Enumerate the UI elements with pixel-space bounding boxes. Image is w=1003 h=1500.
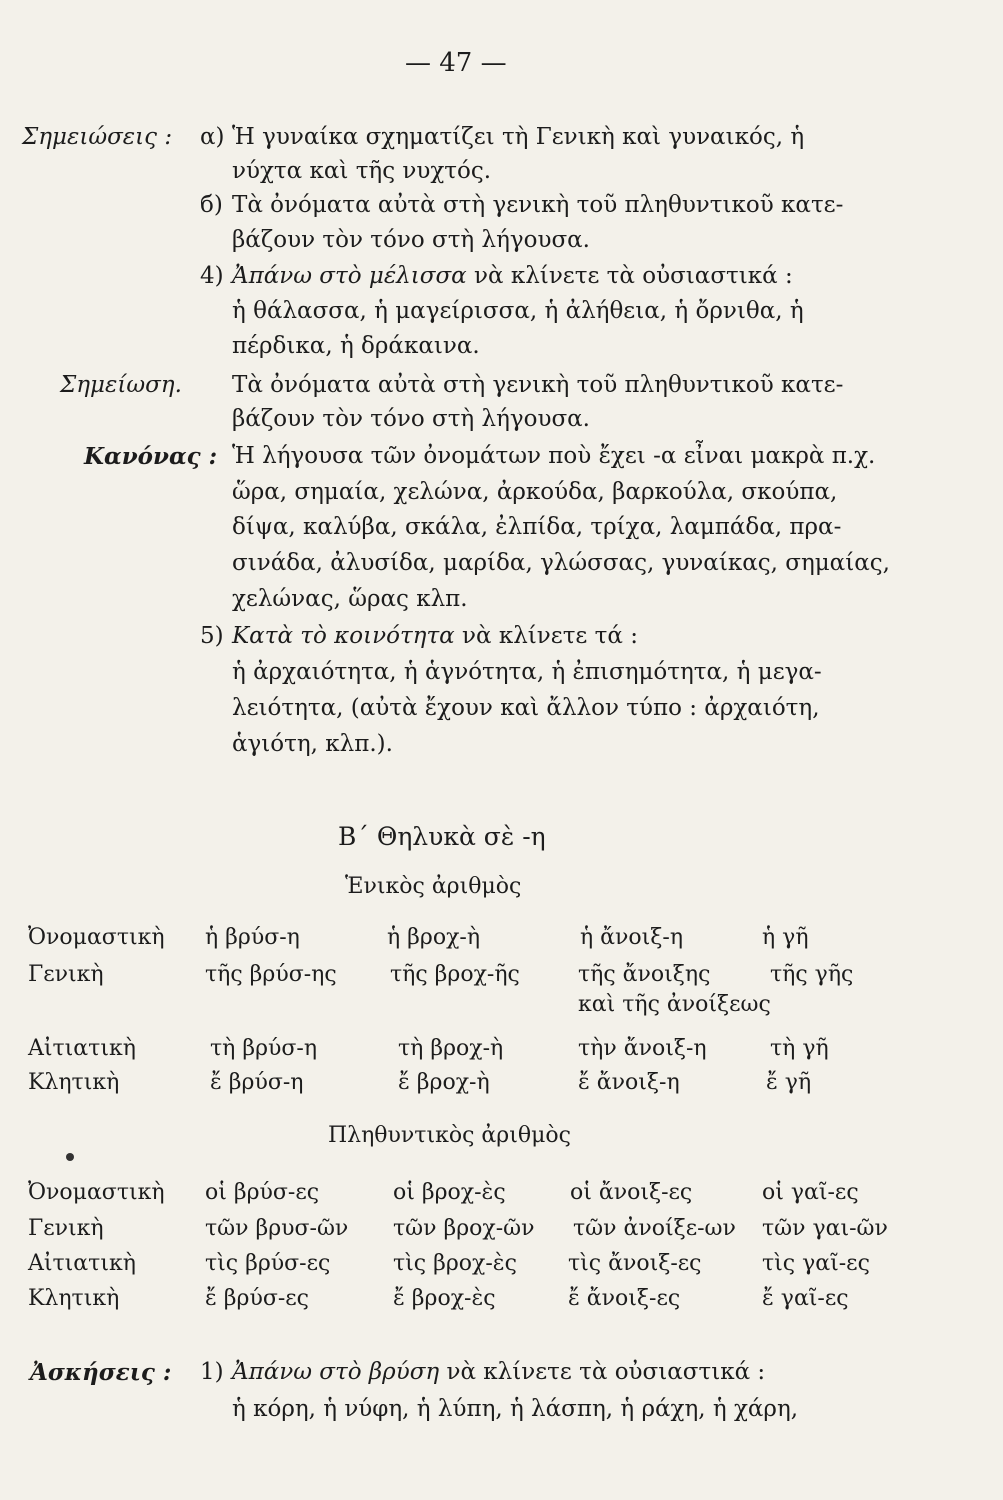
exercise-5-line-2: ἡ ἀρχαιότητα, ἡ ἁγνότητα, ἡ ἐπισημότητα, ἡ μεγα- xyxy=(232,659,822,685)
exercise-1-line-1 xyxy=(232,1359,765,1385)
table-cell: τὴ γῆ xyxy=(770,1036,829,1061)
exercise-1-rest: νὰ κλίνετε τὰ οὐσιαστικά : xyxy=(446,1359,766,1385)
note-a-line-1: Ἡ γυναίκα σχηματίζει τὴ Γενικὴ καὶ γυναικός, ἡ xyxy=(232,124,805,150)
rule-label: Κανόνας : xyxy=(84,443,218,470)
exercise-5-line-3: λειότητα, (αὐτὰ ἔχουν καὶ ἄλλον τύπο : ἀρχαιότη, xyxy=(232,695,820,721)
table-cell: τῶν βρυσ-ῶν xyxy=(205,1216,349,1241)
rule-line-1: Ἡ λήγουσα τῶν ὀνομάτων ποὺ ἔχει -α εἶναι μακρὰ π.χ. xyxy=(232,443,876,469)
exercise-4-italic: Ἀπάνω στὸ μέλισσα xyxy=(232,263,467,289)
table-cell: ἔ γῆ xyxy=(766,1070,812,1095)
exercise-1-italic: Ἀπάνω στὸ βρύση xyxy=(232,1359,440,1385)
note-b-line-1: Τὰ ὀνόματα αὐτὰ στὴ γενικὴ τοῦ πληθυντικοῦ κατε- xyxy=(232,192,844,218)
singular-heading: Ἑνικὸς ἀριθμὸς xyxy=(345,874,522,899)
case-label: Ὀνομαστικὴ xyxy=(28,1180,165,1205)
table-cell: τὶς βρύσ-ες xyxy=(205,1251,331,1276)
note-a-line-2: νύχτα καὶ τῆς νυχτός. xyxy=(232,158,492,184)
bullet-dot xyxy=(66,1153,74,1161)
table-cell: οἱ βροχ-ὲς xyxy=(393,1180,506,1205)
table-cell: τὴ βρύσ-η xyxy=(210,1036,318,1061)
table-cell: τῶν γαι-ῶν xyxy=(762,1216,888,1241)
table-cell: τὶς ἄνοιξ-ες xyxy=(568,1251,702,1276)
table-cell: τῆς ἄνοιξης xyxy=(578,962,711,987)
table-cell: ἡ ἄνοιξ-η xyxy=(580,925,684,950)
case-label: Αἰτιατικὴ xyxy=(28,1036,136,1061)
table-cell: οἱ ἄνοιξ-ες xyxy=(570,1180,693,1205)
table-cell: ἔ βρύσ-η xyxy=(210,1070,304,1095)
table-cell: ἔ ἄνοιξ-η xyxy=(578,1070,680,1095)
note-label: Σημείωση. xyxy=(60,372,182,398)
table-cell: ἡ βρύσ-η xyxy=(205,925,300,950)
case-label: Γενικὴ xyxy=(28,1216,104,1241)
table-cell: οἱ βρύσ-ες xyxy=(205,1180,320,1205)
exercise-4-marker: 4) xyxy=(200,263,224,289)
note-b-line-2: βάζουν τὸν τόνο στὴ λήγουσα. xyxy=(232,227,590,253)
exercise-5-marker: 5) xyxy=(200,623,224,649)
case-label: Αἰτιατικὴ xyxy=(28,1251,136,1276)
case-label: Κλητικὴ xyxy=(28,1286,120,1311)
rule-line-2: ὥρα, σημαία, χελώνα, ἀρκούδα, βαρκούλα, σκούπα, xyxy=(232,479,838,505)
rule-line-3: δίψα, καλύβα, σκάλα, ἐλπίδα, τρίχα, λαμπάδα, πρα- xyxy=(232,514,842,540)
exercise-4-line-3: πέρδικα, ἡ δράκαινα. xyxy=(232,333,480,359)
exercise-1-marker: 1) xyxy=(200,1359,224,1385)
table-cell: ἔ βρύσ-ες xyxy=(205,1286,309,1311)
section-b-heading: Β΄ Θηλυκὰ σὲ -η xyxy=(338,822,546,851)
exercise-5-line-1 xyxy=(232,623,638,649)
plural-heading: Πληθυντικὸς ἀριθμὸς xyxy=(328,1123,571,1148)
page-number: — 47 — xyxy=(405,48,507,78)
exercises-label: Ἀσκήσεις : xyxy=(30,1359,172,1386)
case-label: Κλητικὴ xyxy=(28,1070,120,1095)
note-line-2: βάζουν τὸν τόνο στὴ λήγουσα. xyxy=(232,406,590,432)
exercise-4-rest: νὰ κλίνετε τὰ οὐσιαστικά : xyxy=(474,263,793,289)
table-cell: τὶς βροχ-ὲς xyxy=(393,1251,517,1276)
table-cell: τῶν βροχ-ῶν xyxy=(393,1216,535,1241)
table-cell: τῶν ἀνοίξε-ων xyxy=(573,1216,736,1241)
table-cell: ἔ βροχ-ὲς xyxy=(393,1286,496,1311)
notes-label: Σημειώσεις : xyxy=(22,124,173,150)
table-cell: τὴ βροχ-ὴ xyxy=(398,1036,504,1061)
exercise-4-line-1 xyxy=(232,263,793,289)
exercise-4-line-2: ἡ θάλασσα, ἡ μαγείρισσα, ἡ ἀλήθεια, ἡ ὄρνιθα, ἡ xyxy=(232,298,804,324)
exercise-5-rest: νὰ κλίνετε τά : xyxy=(462,623,638,649)
note-a-marker: α) xyxy=(200,124,225,150)
table-cell: ἡ βροχ-ὴ xyxy=(387,925,481,950)
table-cell: τὶς γαῖ-ες xyxy=(762,1251,870,1276)
case-label: Γενικὴ xyxy=(28,962,104,987)
exercise-5-line-4: ἁγιότη, κλπ.). xyxy=(232,731,393,757)
table-cell: ἔ ἄνοιξ-ες xyxy=(568,1286,681,1311)
table-cell: ἡ γῆ xyxy=(762,925,809,950)
exercise-5-italic: Κατὰ τὸ κοινότητα xyxy=(232,623,455,649)
table-cell: τῆς γῆς xyxy=(770,962,854,987)
note-line-1: Τὰ ὀνόματα αὐτὰ στὴ γενικὴ τοῦ πληθυντικοῦ κατε- xyxy=(232,372,844,398)
note-b-marker: б) xyxy=(200,192,223,218)
table-cell: τῆς βροχ-ῆς xyxy=(390,962,520,987)
table-cell: τῆς βρύσ-ης xyxy=(205,962,337,987)
rule-line-4: σινάδα, ἀλυσίδα, μαρίδα, γλώσσας, γυναίκας, σημαίας, xyxy=(232,550,890,576)
exercise-1-line-2: ἡ κόρη, ἡ νύφη, ἡ λύπη, ἡ λάσπη, ἡ ράχη, ἡ χάρη, xyxy=(232,1396,799,1422)
table-cell: καὶ τῆς ἀνοίξεως xyxy=(578,992,771,1017)
table-cell: ἔ γαῖ-ες xyxy=(762,1286,849,1311)
table-cell: ἔ βροχ-ὴ xyxy=(398,1070,490,1095)
rule-line-5: χελώνας, ὥρας κλπ. xyxy=(232,586,468,612)
table-cell: οἱ γαῖ-ες xyxy=(762,1180,859,1205)
table-cell: τὴν ἄνοιξ-η xyxy=(578,1036,707,1061)
case-label: Ὀνομαστικὴ xyxy=(28,925,165,950)
